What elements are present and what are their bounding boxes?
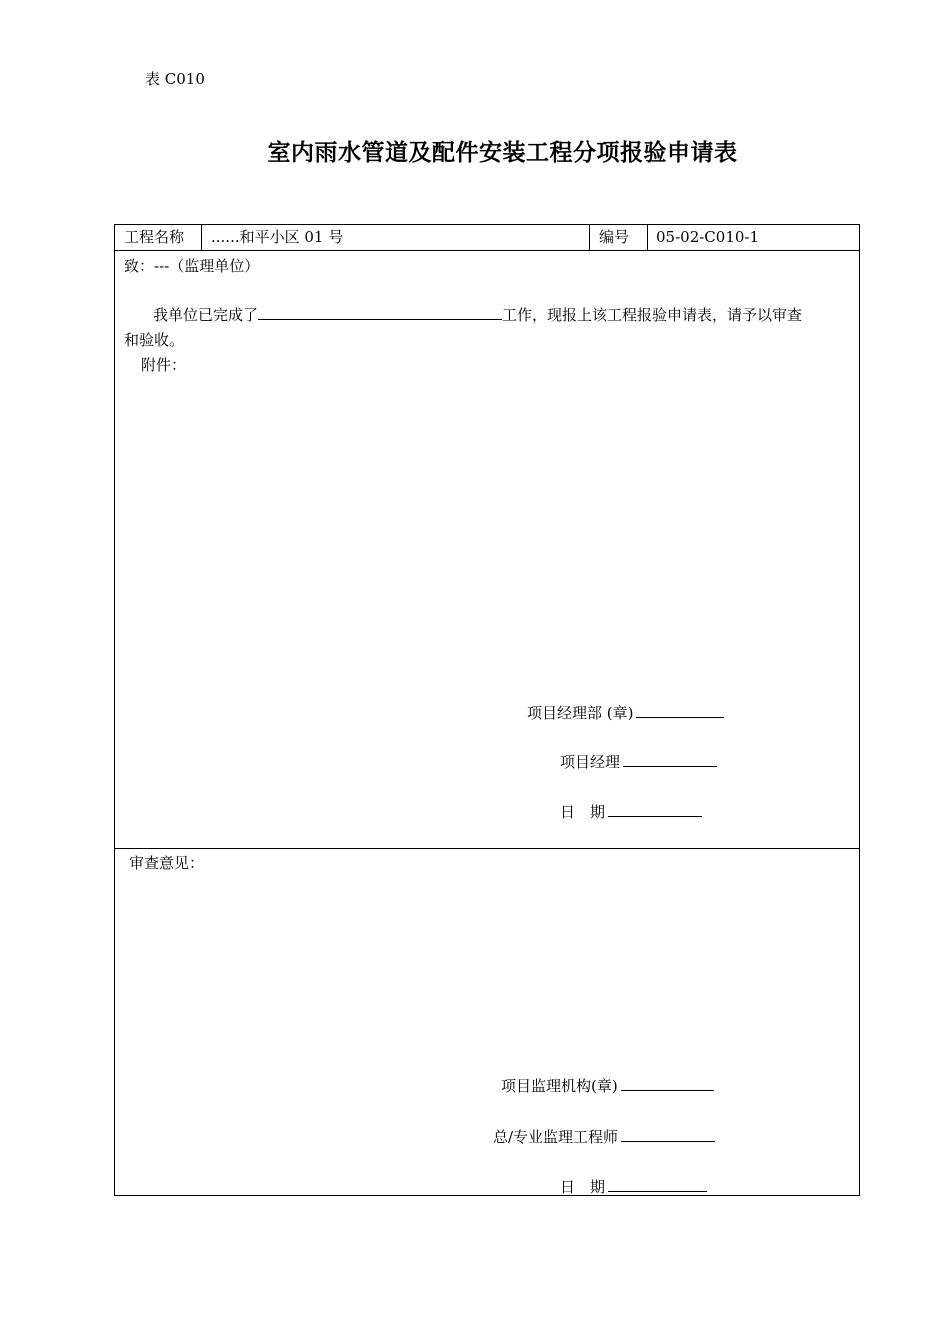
dept-seal-line [527, 702, 724, 723]
recipient-line: 致：---（监理单位） [124, 257, 260, 275]
project-name-label: 工程名称 [115, 225, 202, 250]
engineer-blank [621, 1127, 715, 1142]
dept-seal-label: 项目经理部 (章) [527, 704, 634, 722]
application-section [115, 251, 859, 849]
review-date-label: 日 期 [560, 1178, 606, 1196]
manager-blank [623, 752, 717, 767]
agency-seal-blank [621, 1076, 714, 1091]
body-suffix: 工作，现报上该工程报验申请表，请予以审查 [502, 306, 803, 324]
review-date-line [560, 1176, 707, 1197]
review-section [115, 849, 859, 1196]
body-line-2: 和验收。 [124, 331, 185, 349]
manager-label: 项目经理 [560, 753, 621, 771]
header-row [115, 225, 859, 251]
page-title: 室内雨水管道及配件安装工程分项报验申请表 [267, 140, 738, 166]
application-date-line [560, 801, 702, 822]
dept-seal-blank [636, 703, 724, 718]
manager-line [560, 751, 717, 772]
body-prefix: 我单位已完成了 [153, 306, 259, 324]
attachment-label: 附件： [141, 356, 187, 374]
application-date-label: 日 期 [560, 803, 606, 821]
engineer-label: 总/专业监理工程师 [493, 1128, 619, 1146]
completed-work-blank [258, 305, 502, 320]
agency-seal-label: 项目监理机构(章) [501, 1077, 618, 1095]
number-value: 05-02-C010-1 [656, 228, 760, 246]
project-name-value: ......和平小区 01 号 [202, 225, 590, 250]
engineer-line [493, 1126, 715, 1147]
form-code: 表 C010 [145, 70, 205, 88]
number-label: 编号 [590, 225, 648, 250]
agency-seal-line [501, 1075, 714, 1096]
application-date-blank [608, 802, 702, 817]
form-table [114, 224, 860, 1196]
review-date-blank [608, 1177, 707, 1192]
body-line-1 [153, 304, 802, 325]
review-opinion-label: 审查意见： [129, 854, 205, 872]
